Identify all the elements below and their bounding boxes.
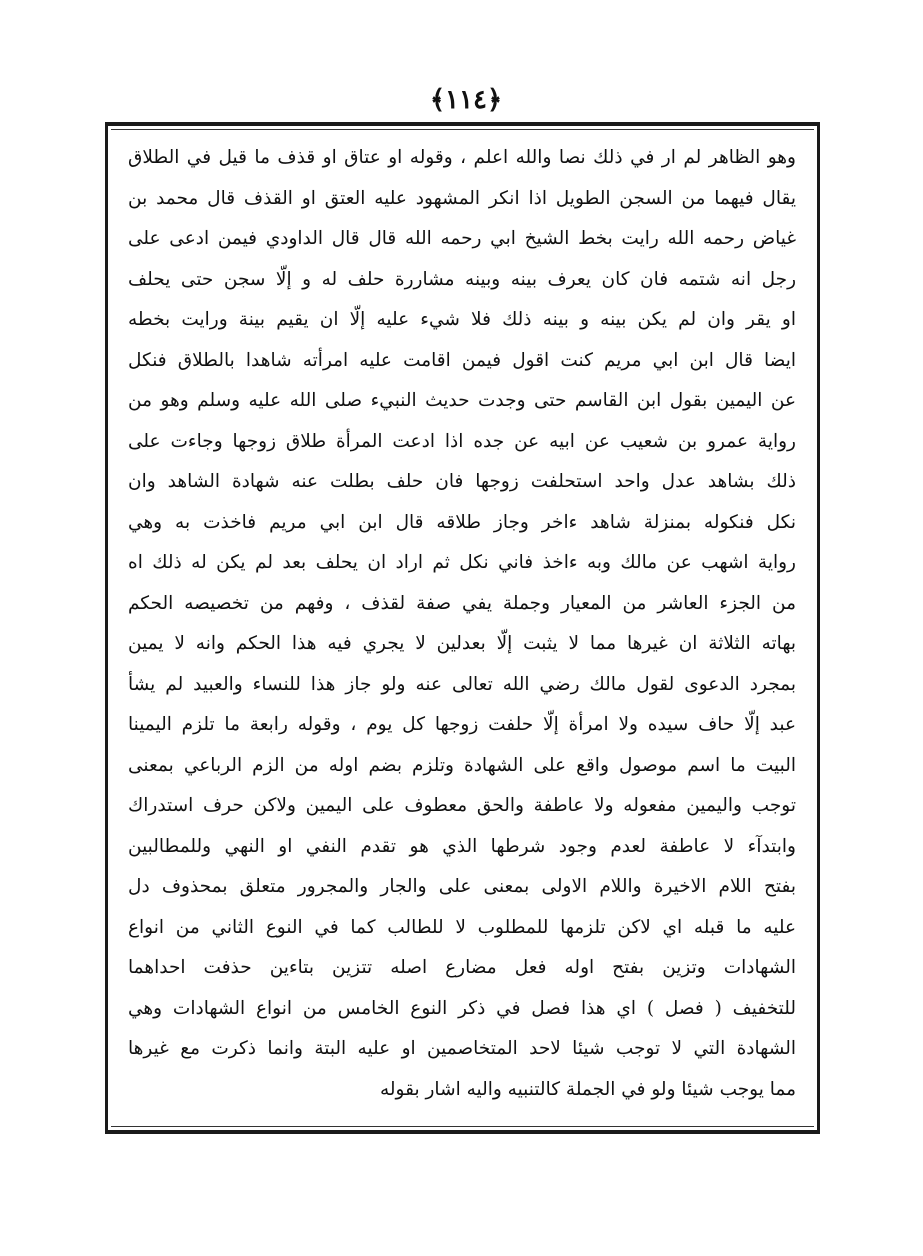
text-line: بفتح اللام الاخيرة واللام الاولى بمعنى على والجار والمجرور متعلق بمحذوف دل (128, 876, 796, 897)
text-line: الشهادات وتزين بفتح اوله فعل مضارع اصله تتزين بتاءين حذفت احداهما (128, 957, 796, 978)
text-line: عليه ما قبله اي لاكن تلزمها للمطلوب لا للطالب كما في النوع الثاني من انواع (128, 916, 796, 938)
text-line: مما يوجب شيئا ولو في الجملة كالتنبيه واليه اشار بقوله (380, 1078, 796, 1100)
body-text (128, 138, 796, 1110)
text-line: للتخفيف ( فصل ) اي هذا فصل في ذكر النوع الخامس من انواع الشهادات وهي (128, 997, 796, 1019)
text-line: البيت ما اسم موصول واقع على الشهادة وتلزم بضم اوله من الزم الرباعي بمعنى (128, 754, 796, 776)
page-number: ﴾١١٤﴿ (429, 85, 503, 115)
text-line: او يقر وان لم يكن بينه و بينه ذلك فلا شيء عليه إلّا ان يقيم بينة ورايت بخطه (128, 309, 796, 330)
text-line: ذلك بشاهد عدل واحد استحلفت زوجها فان حلف بطلت عنه شهادة الشاهد وان (128, 471, 796, 492)
text-line: من الجزء العاشر من المعيار وجملة يفي صفة لقذف ، وفهم من تخصيصه الحكم (128, 592, 796, 614)
text-line: رواية اشهب عن مالك وبه ءاخذ فاني نكل ثم اراد ان يحلف بعد لم يكن له ذلك اه (128, 552, 796, 573)
text-line: رجل انه شتمه فان كان يعرف بينه وبينه مشاررة حلف له و إلّا سجن حتى يحلف (128, 268, 796, 290)
text-line: وابتدآء لا عاطفة لعدم وجود شرطها الذي هو تقدم النفي او النهي وللمطالبين (128, 835, 796, 857)
text-line: بمجرد الدعوى لقول مالك رضي الله تعالى عنه ولو جاز هذا للنساء والعبيد لم يشأ (128, 673, 796, 695)
text-line: بهاته الثلاثة ان غيرها مما لا يثبت إلّا بعدلين لا يجري فيه هذا الحكم وانه لا يمين (128, 633, 796, 654)
text-line: توجب واليمين مفعوله ولا عاطفة والحق معطوف على اليمين ولاكن حرف استدراك (128, 795, 796, 816)
text-line: يقال فيهما من السجن الطويل اذا انكر المشهود عليه العتق او القذف قال محمد بن (128, 187, 796, 209)
text-line: الشهادة التي لا توجب شيئا لاحد المتخاصمين او عليه البتة وانما ذكرت مع غيرها (128, 1038, 796, 1059)
text-line: غياض رحمه الله رايت بخط الشيخ ابي رحمه الله قال قال الداودي فيمن ادعى على (128, 228, 796, 249)
text-line: ايضا قال ابن ابي مريم كنت اقول فيمن اقامت عليه امرأته شاهدا بالطلاق فنكل (128, 349, 796, 371)
text-line: نكل فنكوله بمنزلة شاهد ءاخر وجاز طلاقه قال ابن ابي مريم فاخذت به وهي (128, 511, 796, 533)
text-line: رواية عمرو بن شعيب عن ابيه عن جده اذا ادعت المرأة طلاق زوجها وجاءت على (128, 430, 796, 452)
text-line: عبد إلّا حاف سيده ولا امرأة إلّا حلفت زوجها كل يوم ، وقوله رابعة ما تلزم اليمينا (128, 714, 796, 735)
text-line: عن اليمين بقول ابن القاسم حتى وجدت حديث النبيء صلى الله عليه وسلم وهو من (128, 390, 796, 411)
text-line: وهو الظاهر لم ار في ذلك نصا والله اعلم ، وقوله او عتاق او قذف ما قيل في الطلاق (128, 147, 796, 168)
